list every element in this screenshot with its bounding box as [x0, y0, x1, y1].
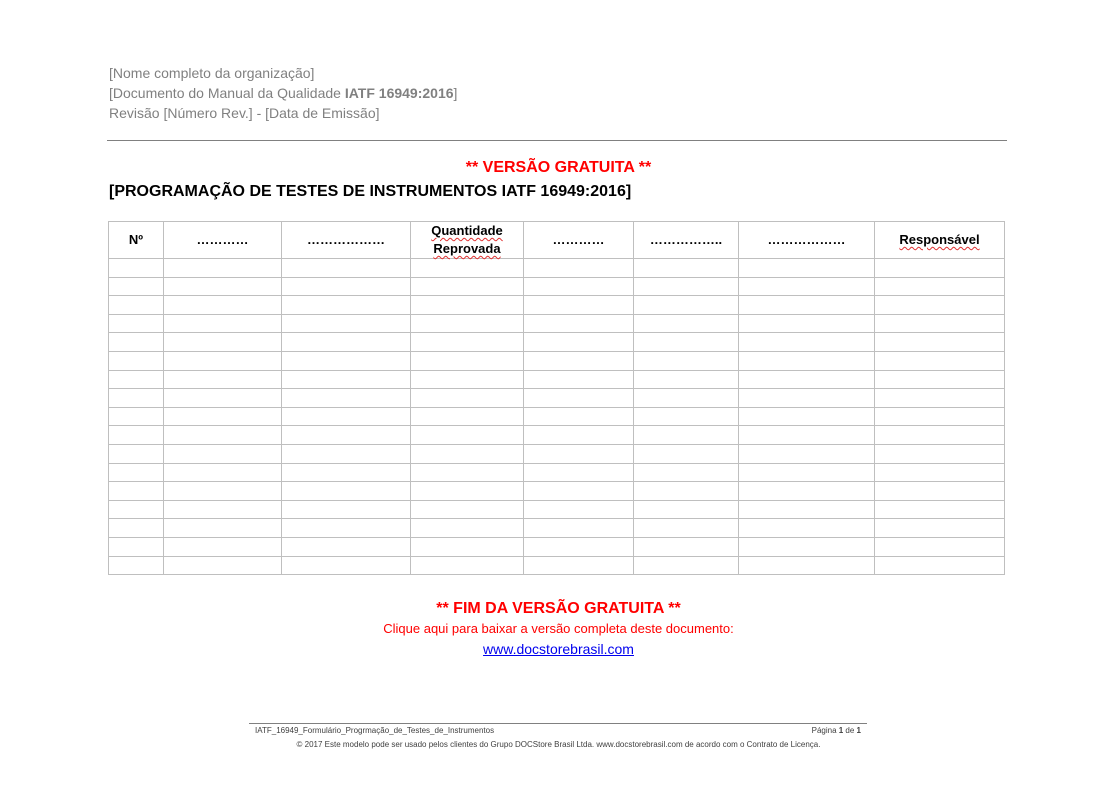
- table-cell: [875, 500, 1005, 519]
- table-cell: [109, 426, 164, 445]
- quality-manual-prefix: [Documento do Manual da Qualidade: [109, 85, 345, 101]
- table-cell: [164, 537, 282, 556]
- table-cell: [282, 426, 411, 445]
- docstore-link[interactable]: www.docstorebrasil.com: [483, 641, 634, 657]
- table-cell: [739, 426, 875, 445]
- table-cell: [411, 389, 524, 408]
- table-cell: [164, 482, 282, 501]
- table-row: [109, 556, 1005, 575]
- table-row: [109, 444, 1005, 463]
- table-cell: [282, 389, 411, 408]
- document-title: [PROGRAMAÇÃO DE TESTES DE INSTRUMENTOS IATF 16949:2016]: [109, 183, 632, 200]
- footer-divider: [249, 723, 867, 724]
- table-cell: [739, 519, 875, 538]
- table-cell: [875, 370, 1005, 389]
- table-cell: [164, 463, 282, 482]
- table-row: [109, 407, 1005, 426]
- table-cell: [164, 389, 282, 408]
- table-cell: [109, 314, 164, 333]
- table-cell: [411, 519, 524, 538]
- table-row: [109, 296, 1005, 315]
- organization-name: [Nome completo da organização]: [109, 65, 315, 81]
- table-cell: [109, 537, 164, 556]
- table-row: [109, 314, 1005, 333]
- table-cell: [109, 407, 164, 426]
- table-cell: [164, 351, 282, 370]
- table-cell: [411, 296, 524, 315]
- table-cell: [739, 314, 875, 333]
- table-cell: [524, 500, 634, 519]
- table-cell: [875, 407, 1005, 426]
- table-cell: [411, 444, 524, 463]
- table-cell: [282, 500, 411, 519]
- responsible-label: Responsável: [899, 232, 980, 247]
- table-cell: [634, 482, 739, 501]
- table-row: [109, 482, 1005, 501]
- table-cell: [524, 389, 634, 408]
- table-cell: [109, 519, 164, 538]
- table-cell: [282, 296, 411, 315]
- instrument-test-table: [108, 221, 1005, 575]
- table-cell: [164, 556, 282, 575]
- table-cell: [634, 463, 739, 482]
- table-cell: [634, 389, 739, 408]
- table-row: [109, 351, 1005, 370]
- table-cell: [109, 370, 164, 389]
- table-row: [109, 537, 1005, 556]
- table-cell: [109, 259, 164, 278]
- table-cell: [524, 426, 634, 445]
- table-cell: [875, 426, 1005, 445]
- table-cell: [282, 537, 411, 556]
- table-cell: [634, 370, 739, 389]
- table-cell: [524, 277, 634, 296]
- table-cell: [875, 482, 1005, 501]
- table-cell: [282, 351, 411, 370]
- table-cell: [282, 463, 411, 482]
- table-cell: [411, 556, 524, 575]
- table-cell: [282, 370, 411, 389]
- table-cell: [109, 296, 164, 315]
- table-header-row: [109, 222, 1005, 259]
- table-cell: [739, 351, 875, 370]
- table-cell: [282, 556, 411, 575]
- free-version-banner: ** VERSÃO GRATUITA **: [465, 159, 652, 176]
- table-cell: [411, 370, 524, 389]
- revision-line: Revisão [Número Rev.] - [Data de Emissão]: [109, 105, 380, 121]
- table-cell: [739, 444, 875, 463]
- table-cell: [524, 296, 634, 315]
- table-cell: [109, 389, 164, 408]
- table-cell: [524, 259, 634, 278]
- free-version-end-block: [0, 598, 1117, 659]
- table-cell: [875, 444, 1005, 463]
- table-cell: [282, 259, 411, 278]
- table-cell: [875, 259, 1005, 278]
- table-cell: [109, 482, 164, 501]
- table-cell: [109, 444, 164, 463]
- table-cell: [411, 351, 524, 370]
- document-header: [109, 63, 457, 123]
- table-cell: [634, 426, 739, 445]
- table-cell: [634, 537, 739, 556]
- table-cell: [739, 277, 875, 296]
- table-cell: [634, 277, 739, 296]
- table-row: [109, 370, 1005, 389]
- table-cell: [524, 444, 634, 463]
- table-cell: [524, 556, 634, 575]
- table-cell: [739, 463, 875, 482]
- table-cell: [875, 333, 1005, 352]
- table-row: [109, 389, 1005, 408]
- table-cell: [739, 556, 875, 575]
- table-cell: [282, 333, 411, 352]
- table-cell: [411, 407, 524, 426]
- table-cell: [634, 407, 739, 426]
- table-cell: [109, 351, 164, 370]
- table-cell: [282, 482, 411, 501]
- header-divider: [107, 140, 1007, 141]
- table-cell: [282, 314, 411, 333]
- table-row: [109, 463, 1005, 482]
- table-cell: [109, 277, 164, 296]
- table-cell: [739, 407, 875, 426]
- quality-manual-line: [109, 83, 457, 103]
- free-version-end-title: ** FIM DA VERSÃO GRATUITA **: [436, 600, 681, 617]
- table-cell: [634, 314, 739, 333]
- table-row: [109, 500, 1005, 519]
- table-cell: [634, 296, 739, 315]
- table-cell: [164, 314, 282, 333]
- table-cell: [411, 333, 524, 352]
- table-cell: [411, 314, 524, 333]
- table-cell: [875, 519, 1005, 538]
- table-row: [109, 333, 1005, 352]
- table-cell: [411, 500, 524, 519]
- table-cell: [634, 333, 739, 352]
- table-cell: [739, 333, 875, 352]
- table-cell: [282, 444, 411, 463]
- table-row: [109, 426, 1005, 445]
- table-cell: [524, 407, 634, 426]
- footer-filename: IATF_16949_Formulário_Progrmação_de_Testes_de_Instrumentos: [255, 726, 495, 735]
- table-cell: [164, 277, 282, 296]
- table-cell: [164, 426, 282, 445]
- table-cell: [164, 444, 282, 463]
- table-cell: [739, 537, 875, 556]
- rejected-quantity-label: Quantidade Reprovada: [431, 223, 503, 256]
- table-cell: [524, 519, 634, 538]
- table-cell: [164, 519, 282, 538]
- table-cell: [164, 500, 282, 519]
- table-cell: [524, 537, 634, 556]
- table-cell: [875, 296, 1005, 315]
- table-cell: [411, 426, 524, 445]
- table-cell: [739, 370, 875, 389]
- column-header-responsible: [875, 222, 1005, 259]
- column-header-placeholder-4: ……………..: [634, 222, 739, 259]
- table-cell: [524, 482, 634, 501]
- quality-manual-standard: IATF 16949:2016: [344, 85, 454, 101]
- table-cell: [524, 370, 634, 389]
- table-cell: [875, 351, 1005, 370]
- table-cell: [634, 556, 739, 575]
- page-prefix: Página: [811, 726, 839, 735]
- table-cell: [411, 463, 524, 482]
- table-cell: [739, 482, 875, 501]
- table-cell: [875, 537, 1005, 556]
- table-cell: [875, 389, 1005, 408]
- table-cell: [634, 500, 739, 519]
- table-cell: [739, 259, 875, 278]
- page-total: 1: [856, 726, 861, 735]
- table-cell: [524, 314, 634, 333]
- column-header-placeholder-5: ………………: [739, 222, 875, 259]
- page-current: 1: [838, 726, 844, 735]
- footer-page-number: [812, 726, 861, 735]
- table-cell: [524, 351, 634, 370]
- table-cell: [411, 482, 524, 501]
- quality-manual-suffix: ]: [453, 85, 458, 101]
- table-cell: [164, 259, 282, 278]
- table-cell: [109, 556, 164, 575]
- table-row: [109, 519, 1005, 538]
- table-cell: [164, 296, 282, 315]
- table-row: [109, 277, 1005, 296]
- footer-copyright: © 2017 Este modelo pode ser usado pelos clientes do Grupo DOCStore Brasil Ltda. www.docstorebrasil.com de acordo com o Contrato de Licença.: [296, 740, 821, 749]
- table-cell: [524, 463, 634, 482]
- table-cell: [524, 333, 634, 352]
- table-cell: [411, 259, 524, 278]
- table-cell: [282, 277, 411, 296]
- table-cell: [634, 259, 739, 278]
- page-separator: de: [843, 726, 857, 735]
- table-cell: [109, 463, 164, 482]
- table-cell: [164, 407, 282, 426]
- table-body: [109, 259, 1005, 575]
- table-cell: [634, 519, 739, 538]
- column-header-number: Nº: [109, 222, 164, 259]
- table-cell: [739, 389, 875, 408]
- table-cell: [875, 277, 1005, 296]
- download-note: Clique aqui para baixar a versão completa deste documento:: [383, 621, 734, 636]
- column-header-placeholder-2: ………………: [282, 222, 411, 259]
- table-cell: [875, 314, 1005, 333]
- column-header-placeholder-3: …………: [524, 222, 634, 259]
- table-cell: [282, 519, 411, 538]
- table-cell: [109, 500, 164, 519]
- column-header-rejected-quantity: [411, 222, 524, 259]
- table-cell: [109, 333, 164, 352]
- table-cell: [164, 370, 282, 389]
- table-cell: [875, 556, 1005, 575]
- table-cell: [634, 351, 739, 370]
- table-cell: [875, 463, 1005, 482]
- column-header-placeholder-1: …………: [164, 222, 282, 259]
- table-cell: [634, 444, 739, 463]
- table-cell: [411, 277, 524, 296]
- table-cell: [411, 537, 524, 556]
- table-row: [109, 259, 1005, 278]
- table-cell: [164, 333, 282, 352]
- table-cell: [739, 296, 875, 315]
- table-cell: [739, 500, 875, 519]
- table-cell: [282, 407, 411, 426]
